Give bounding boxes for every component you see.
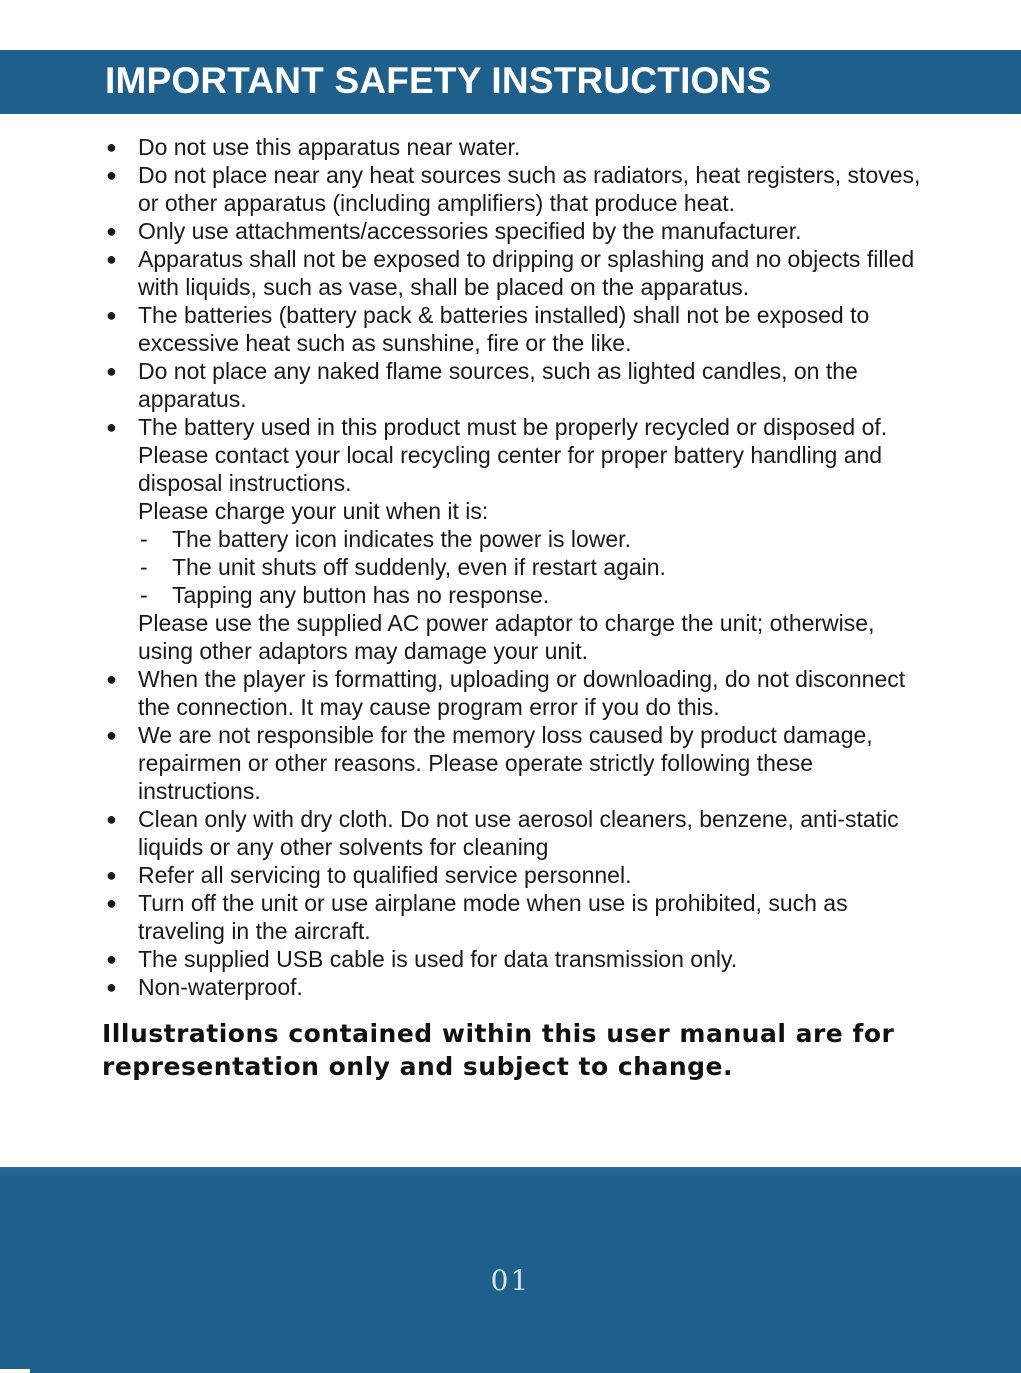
instruction-text: Do not use this apparatus near water. xyxy=(138,134,521,160)
charge-condition-text: The battery icon indicates the power is lower. xyxy=(172,526,631,552)
charge-intro: Please charge your unit when it is: xyxy=(138,498,489,524)
instruction-text: When the player is formatting, uploading or downloading, do not disconnect the connection. It may cause program error if you do this. xyxy=(138,666,906,720)
instruction-item xyxy=(105,665,935,721)
instruction-text: Turn off the unit or use airplane mode when use is prohibited, such as traveling in the aircraft. xyxy=(138,890,848,944)
instruction-text: The supplied USB cable is used for data transmission only. xyxy=(138,946,738,972)
charge-conditions xyxy=(138,497,935,665)
instruction-item xyxy=(105,805,935,861)
instruction-item xyxy=(105,301,935,357)
safety-instructions-list xyxy=(105,133,935,1001)
charge-condition-text: The unit shuts off suddenly, even if restart again. xyxy=(172,554,666,580)
bullet-icon: ● xyxy=(106,361,117,381)
bullet-icon: ● xyxy=(106,949,117,969)
charge-condition xyxy=(138,581,935,609)
page-title: IMPORTANT SAFETY INSTRUCTIONS xyxy=(105,60,772,101)
bullet-icon: ● xyxy=(106,137,117,157)
charge-condition-text: Tapping any button has no response. xyxy=(172,582,550,608)
bullet-icon: ● xyxy=(106,893,117,913)
instruction-item xyxy=(105,861,935,889)
instruction-item xyxy=(105,133,935,161)
instruction-item xyxy=(105,721,935,805)
bullet-icon: ● xyxy=(106,165,117,185)
instruction-item xyxy=(105,889,935,945)
instruction-text: Apparatus shall not be exposed to dripping or splashing and no objects filled with liquids, such as vase, shall be placed on the apparatus. xyxy=(138,246,915,300)
charge-condition xyxy=(138,525,935,553)
instruction-item xyxy=(105,945,935,973)
instruction-text: Clean only with dry cloth. Do not use aerosol cleaners, benzene, anti-static liquids or any other solvents for cleaning xyxy=(138,806,899,860)
instruction-text: We are not responsible for the memory loss caused by product damage, repairmen or other reasons. Please operate strictly following these instructions. xyxy=(138,722,873,804)
dash-icon: - xyxy=(140,554,148,580)
instruction-item xyxy=(105,161,935,217)
instruction-text: Refer all servicing to qualified service personnel. xyxy=(138,862,632,888)
bullet-icon: ● xyxy=(106,977,117,997)
bullet-icon: ● xyxy=(106,809,117,829)
charger-note: Please use the supplied AC power adaptor to charge the unit; otherwise, using other adaptors may damage your unit. xyxy=(138,610,875,664)
instructions-content xyxy=(102,133,935,1083)
bullet-icon: ● xyxy=(106,417,117,437)
instruction-text: Only use attachments/accessories specified by the manufacturer. xyxy=(138,218,802,244)
instruction-item xyxy=(105,357,935,413)
instruction-text: Do not place near any heat sources such as radiators, heat registers, stoves, or other apparatus (including amplifiers) that produce heat. xyxy=(138,162,921,216)
instruction-text: Non-waterproof. xyxy=(138,974,303,1000)
instruction-text: The batteries (battery pack & batteries installed) shall not be exposed to excessive heat such as sunshine, fire or the like. xyxy=(138,302,870,356)
disclaimer: Illustrations contained within this user manual are for representation only and subject to change. xyxy=(102,1019,895,1081)
corner-mark xyxy=(0,1369,30,1373)
instruction-item xyxy=(105,973,935,1001)
bullet-icon: ● xyxy=(106,221,117,241)
bullet-icon: ● xyxy=(106,669,117,689)
page-number: 01 xyxy=(490,1264,531,1297)
bullet-icon: ● xyxy=(106,305,117,325)
bullet-icon: ● xyxy=(106,249,117,269)
dash-icon: - xyxy=(140,526,148,552)
instruction-item xyxy=(105,217,935,245)
instruction-item-battery xyxy=(105,413,935,665)
dash-icon: - xyxy=(140,582,148,608)
bullet-icon: ● xyxy=(106,865,117,885)
instruction-text: Do not place any naked flame sources, such as lighted candles, on the apparatus. xyxy=(138,358,858,412)
instruction-text: The battery used in this product must be properly recycled or disposed of. Please contact your local recycling center for proper battery handling and disposal instructions. xyxy=(138,414,888,496)
bullet-icon: ● xyxy=(106,725,117,745)
charge-condition xyxy=(138,553,935,581)
instruction-item xyxy=(105,245,935,301)
